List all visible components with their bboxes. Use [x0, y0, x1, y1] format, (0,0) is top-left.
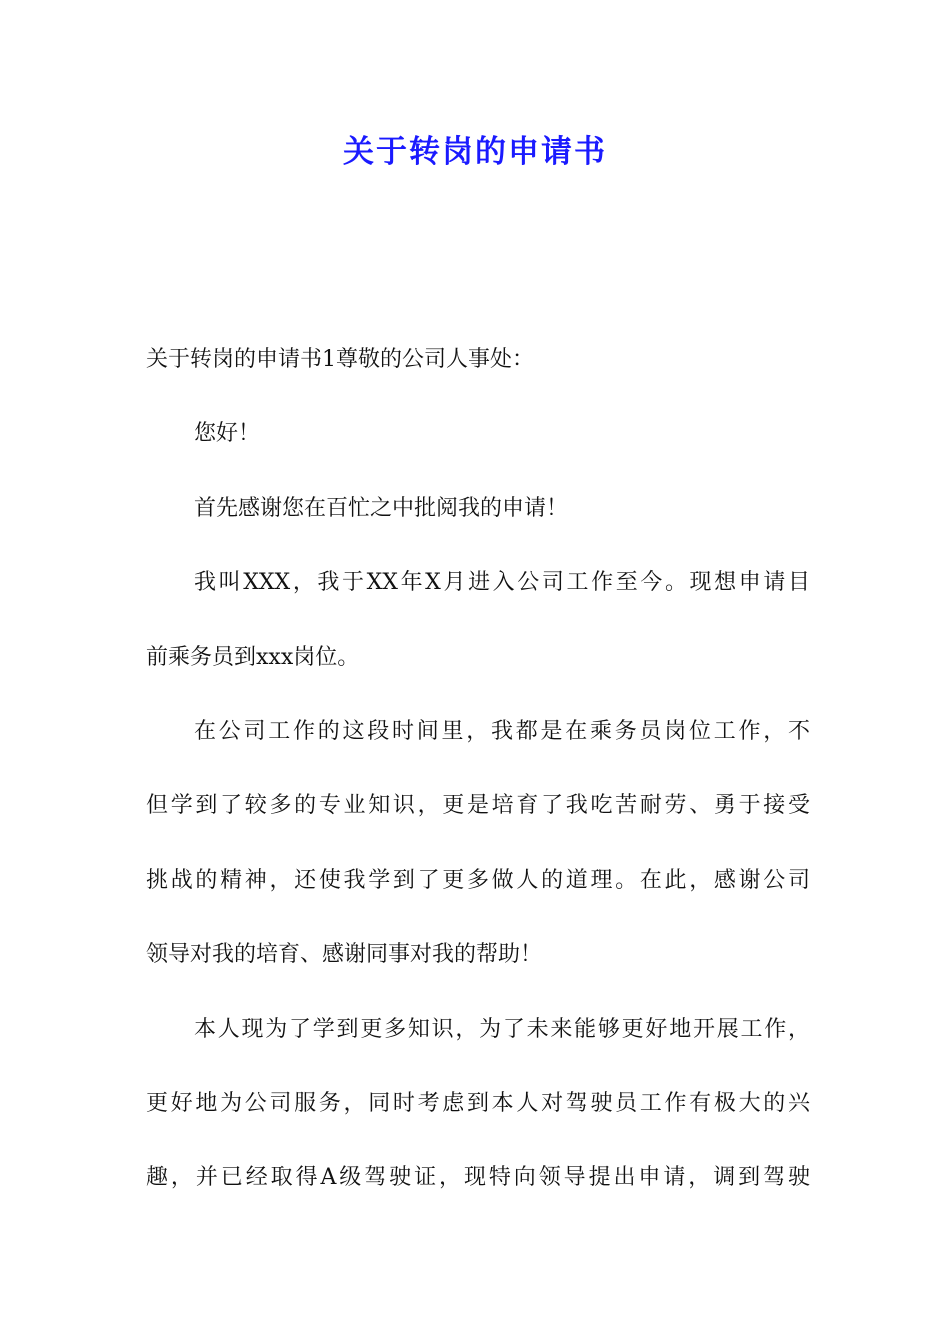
paragraph-line: 前乘务员到xxx岗位。 — [146, 644, 360, 670]
paragraph-line: 更好地为公司服务，同时考虑到本人对驾驶员工作有极大的兴 — [146, 1090, 810, 1116]
document-title: 关于转岗的申请书 — [343, 134, 607, 170]
greeting-line: 您好！ — [194, 421, 261, 447]
thanks-line: 首先感谢您在百忙之中批阅我的申请！ — [194, 495, 569, 521]
paragraph-line: 但学到了较多的专业知识，更是培育了我吃苦耐劳、勇于接受 — [146, 793, 810, 819]
salutation-line: 关于转岗的申请书1尊敬的公司人事处： — [146, 347, 534, 372]
paragraph-line: 趣，并已经取得A级驾驶证，现特向领导提出申请，调到驾驶 — [146, 1165, 810, 1191]
paragraph-line: 挑战的精神，还使我学到了更多做人的道理。在此，感谢公司 — [146, 867, 810, 893]
paragraph-line: 在公司工作的这段时间里，我都是在乘务员岗位工作，不 — [194, 718, 810, 744]
paragraph-line: 我叫XXX，我于XX年X月进入公司工作至今。现想申请目 — [194, 570, 810, 596]
paragraph-line: 领导对我的培育、感谢同事对我的帮助！ — [146, 942, 543, 968]
document-body — [146, 338, 810, 1231]
paragraph-line: 本人现为了学到更多知识，为了未来能够更好地开展工作， — [194, 1016, 810, 1042]
